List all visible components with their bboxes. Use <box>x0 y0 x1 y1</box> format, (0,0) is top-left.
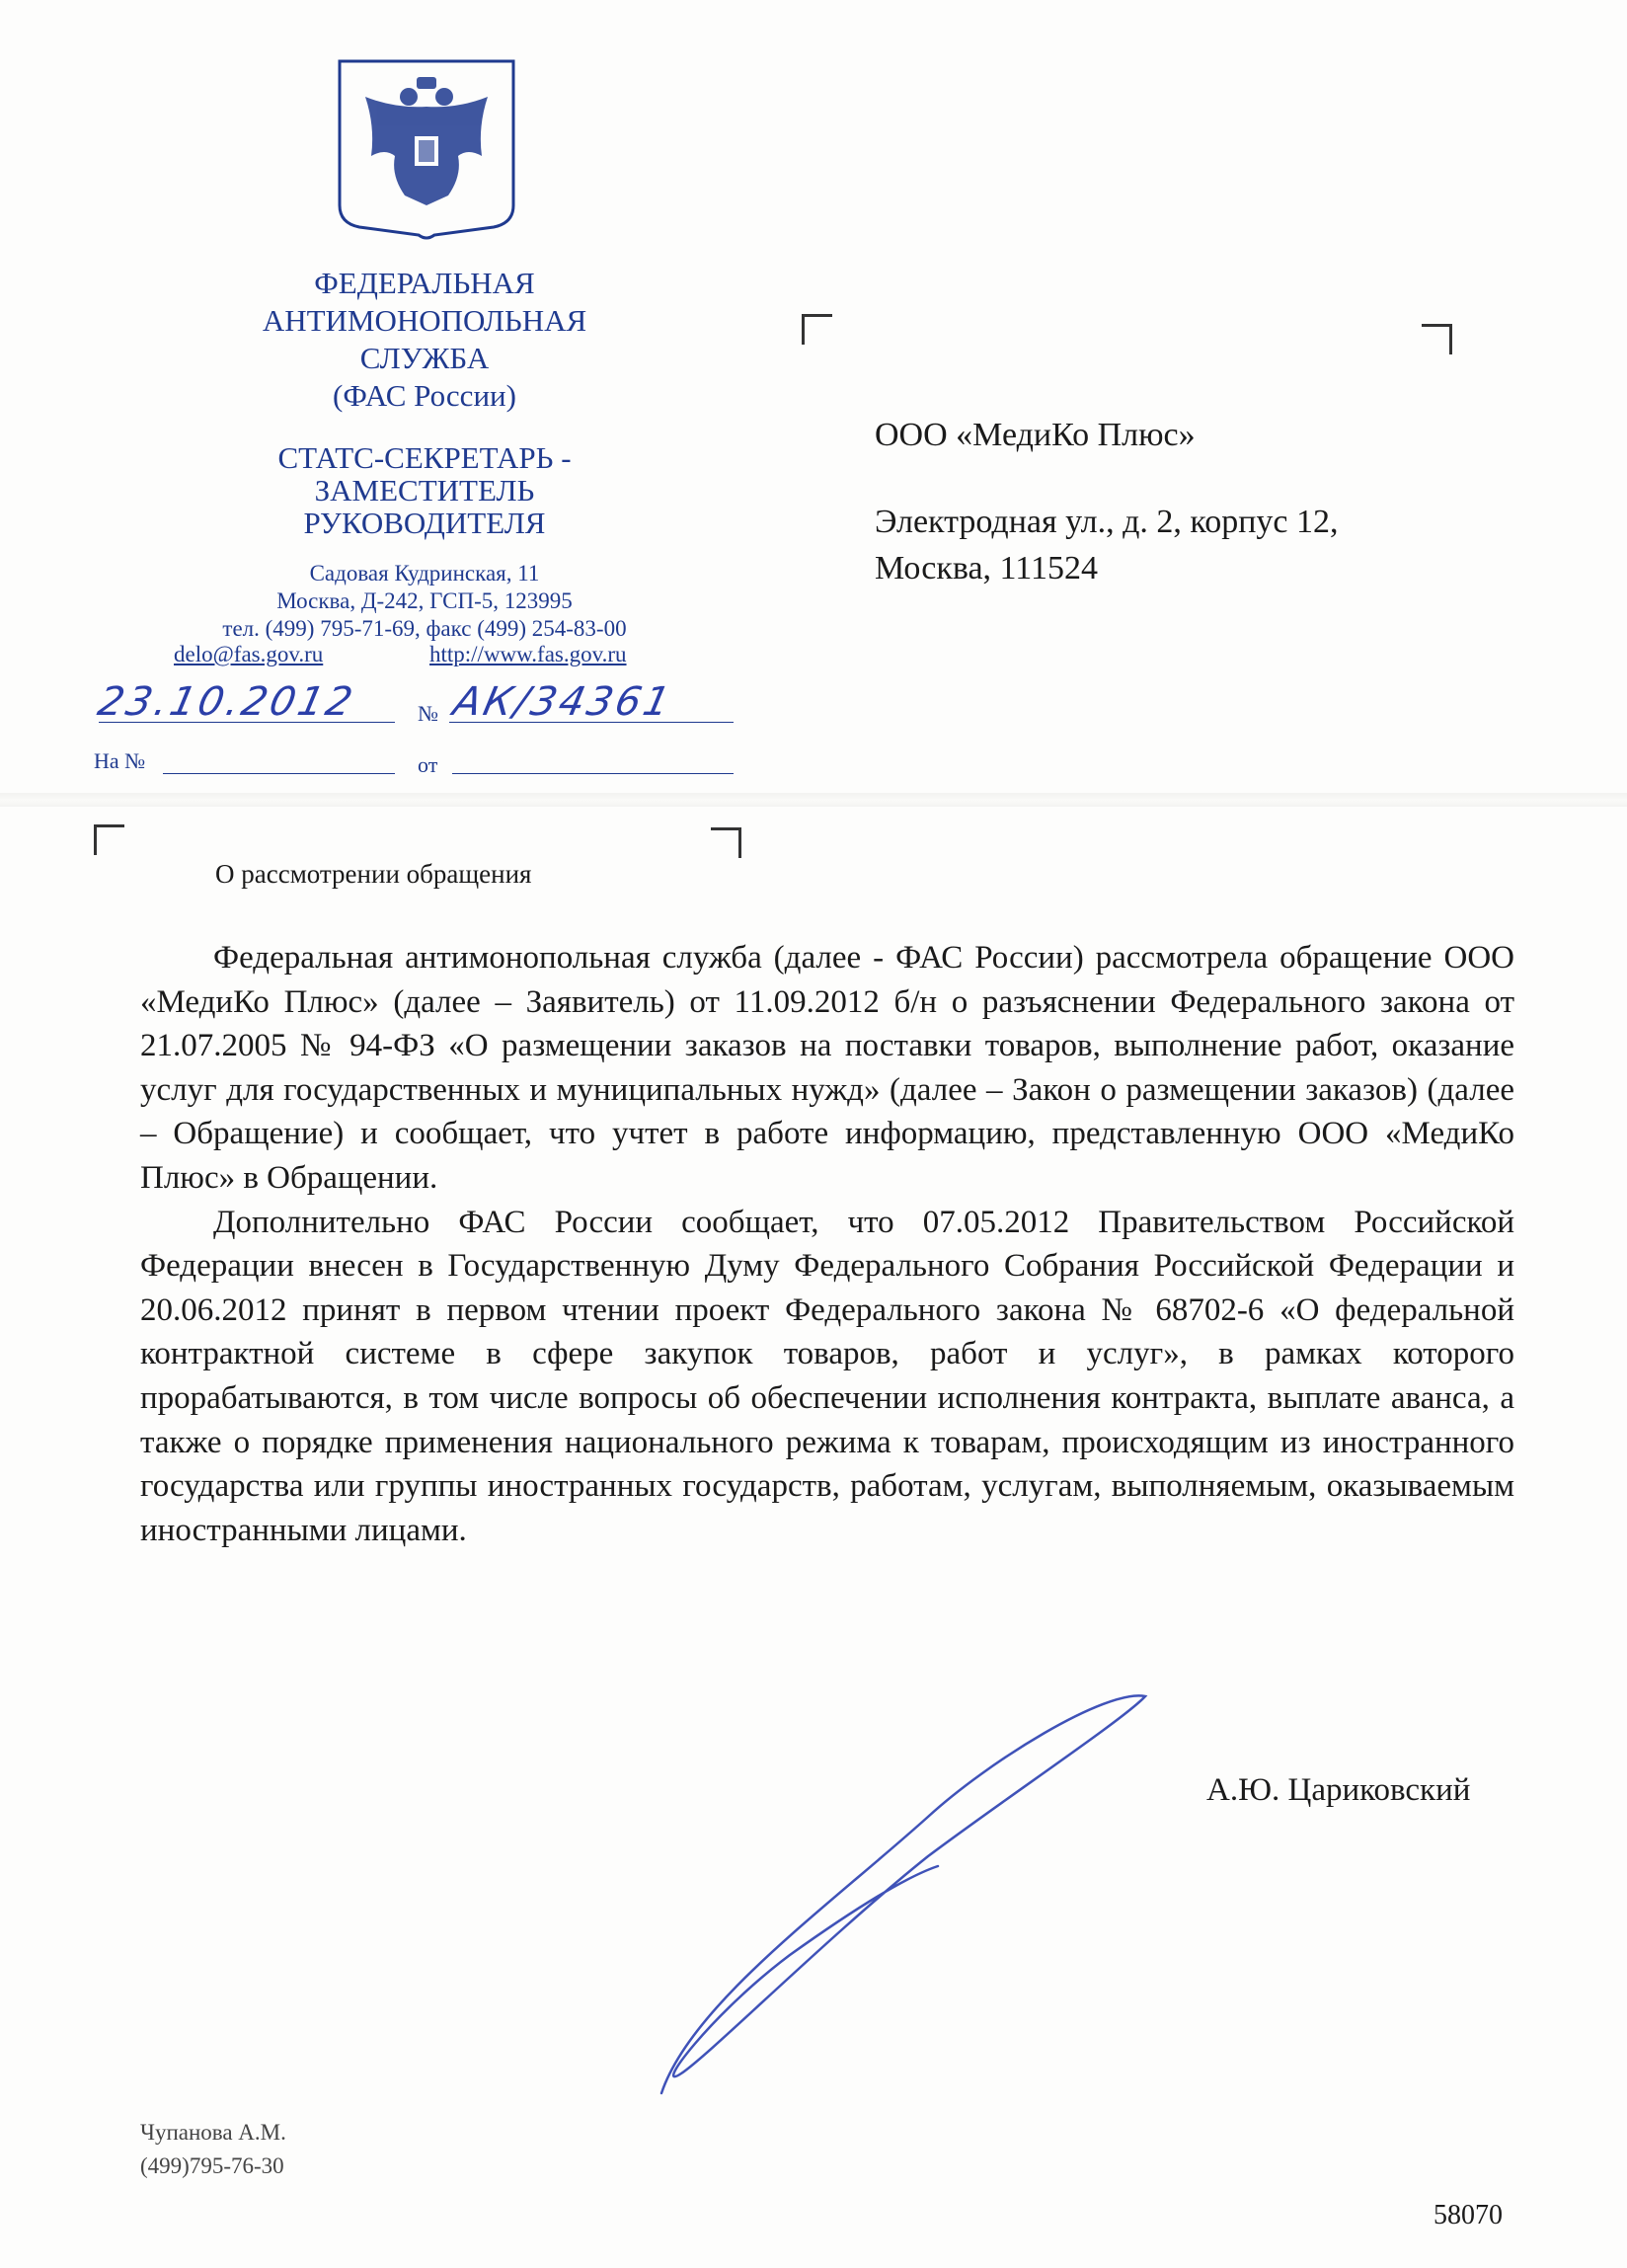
addressee-address <box>875 499 1339 591</box>
body-paragraph: Дополнительно ФАС России сообщает, что 07.05.2012 Правительством Российской Федерации внесен в Государственную Думу Федерального Собрания Российской Федерации и 20.06.2012 принят в первом чтении проект Федерального закона № 68702-6 «О федеральной контрактной системе в сфере закупок товаров, работ и услуг», в рамках которого прорабатываются, в том числе вопросы об обеспечении исполнения контракта, выплате аванса, а также о порядке применения национального режима к товарам, происходящим из иностранного государства или группы иностранных государств, работам, услугам, выполняемым, оказываемым иностранными лицами. <box>140 1204 1514 1548</box>
sender-position <box>168 441 681 539</box>
performer-info <box>140 2116 286 2183</box>
addressee-address-line: Москва, 111524 <box>875 550 1099 587</box>
performer-name: Чупанова А.М. <box>140 2120 286 2145</box>
letter-body <box>140 936 1514 1552</box>
address-line: тел. (499) 795-71-69, факс (499) 254-83-00 <box>222 616 627 641</box>
number-label: № <box>418 701 438 726</box>
addressee-company: ООО «МедиКо Плюс» <box>875 417 1196 453</box>
position-line: ЗАМЕСТИТЕЛЬ <box>314 473 535 508</box>
organization-name <box>168 265 681 415</box>
document-number: 58070 <box>1433 2200 1503 2230</box>
handwritten-signature-icon <box>632 1679 1185 2113</box>
subject-corner-left <box>94 824 124 855</box>
address-line: Москва, Д-242, ГСП-5, 123995 <box>276 588 573 613</box>
website-link[interactable]: http://www.fas.gov.ru <box>429 642 627 666</box>
addressee-address-line: Электродная ул., д. 2, корпус 12, <box>875 504 1339 540</box>
performer-phone: (499)795-76-30 <box>140 2153 284 2178</box>
handwritten-number: АК/34361 <box>449 679 677 725</box>
addressee-corner-left <box>802 314 832 345</box>
subject-corner-right <box>711 827 741 858</box>
body-paragraph: Федеральная антимонопольная служба (далее - ФАС России) рассмотрела обращение ООО «МедиКо Плюс» (далее – Заявитель) от 11.09.2012 б/н о разъяснении Федерального закона от 21.07.2005 № 94-ФЗ «О размещении заказов на поставки товаров, выполнение работ, оказание услуг для государственных и муниципальных нужд» (далее – Закон о размещении заказов) (далее – Обращение) и сообщает, что учтет в работе информацию, представленную ООО «МедиКо Плюс» в Обращении. <box>140 940 1514 1196</box>
position-line: РУКОВОДИТЕЛЯ <box>303 506 546 540</box>
org-line: СЛУЖБА <box>359 341 490 375</box>
signer-name: А.Ю. Цариковский <box>1206 1772 1471 1808</box>
date-line <box>99 722 395 723</box>
org-line: (ФАС России) <box>333 378 516 413</box>
org-line: ФЕДЕРАЛЬНАЯ <box>314 266 535 300</box>
email-link[interactable]: delo@fas.gov.ru <box>174 642 324 666</box>
sender-address <box>168 560 681 643</box>
handwritten-date: 23.10.2012 <box>94 679 359 725</box>
coat-of-arms-icon <box>336 57 517 245</box>
reply-to-line <box>163 773 395 774</box>
from-label: от <box>418 752 438 777</box>
letter-subject: О рассмотрении обращения <box>215 859 532 889</box>
paper-fold <box>0 793 1627 807</box>
position-line: СТАТС-СЕКРЕТАРЬ - <box>277 440 572 475</box>
addressee-corner-right <box>1422 324 1452 354</box>
org-line: АНТИМОНОПОЛЬНАЯ <box>262 303 587 338</box>
reply-to-label: На № <box>94 748 146 773</box>
from-line <box>452 773 734 774</box>
address-line: Садовая Кудринская, 11 <box>309 561 540 586</box>
number-line <box>449 722 734 723</box>
